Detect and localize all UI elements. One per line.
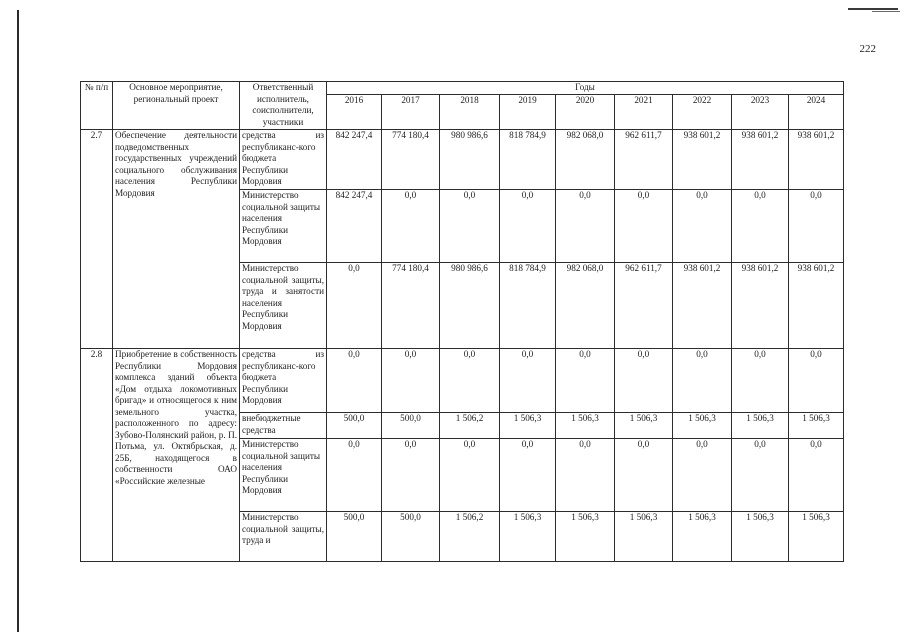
header-year: 2018 bbox=[440, 95, 500, 130]
year-value: 0,0 bbox=[556, 190, 615, 263]
year-value: 1 506,3 bbox=[500, 512, 556, 562]
year-value: 0,0 bbox=[732, 439, 789, 512]
year-value: 0,0 bbox=[327, 263, 382, 349]
responsible-party: Министерство социальной защиты, труда и bbox=[240, 512, 327, 562]
year-value: 0,0 bbox=[732, 190, 789, 263]
page-number: 222 bbox=[859, 43, 876, 55]
responsible-party: средства из республиканс-кого бюджета Республики Мордовия bbox=[240, 349, 327, 413]
responsible-party: внебюджетные средства bbox=[240, 413, 327, 439]
year-value: 980 986,6 bbox=[440, 263, 500, 349]
activity-description: Приобретение в собственность Республики Мордовия комплекса зданий объекта «Дом отдыха локомотивных бригад» и относящегося к ним земельного участка, расположенного по адресу: Зубово-Полянский район, р. П. Потьма, ул. Октябрьская, д. 25Б, находящегося в собственности ОАО «Российские железные bbox=[113, 349, 240, 562]
year-value: 0,0 bbox=[673, 439, 732, 512]
section-number: 2.7 bbox=[81, 130, 113, 349]
year-value: 0,0 bbox=[500, 190, 556, 263]
activity-description: Обеспечение деятельности подведомственных государственных учреждений социального обслуживания населения Республики Мордовия bbox=[113, 130, 240, 349]
header-year: 2023 bbox=[732, 95, 789, 130]
year-value: 1 506,3 bbox=[732, 512, 789, 562]
year-value: 982 068,0 bbox=[556, 130, 615, 190]
year-value: 0,0 bbox=[440, 190, 500, 263]
year-value: 980 986,6 bbox=[440, 130, 500, 190]
year-value: 774 180,4 bbox=[382, 130, 440, 190]
year-value: 500,0 bbox=[382, 413, 440, 439]
year-value: 818 784,9 bbox=[500, 263, 556, 349]
year-value: 938 601,2 bbox=[732, 263, 789, 349]
corner-mark bbox=[848, 8, 898, 10]
year-value: 0,0 bbox=[732, 349, 789, 413]
year-value: 1 506,3 bbox=[615, 413, 673, 439]
year-value: 0,0 bbox=[615, 349, 673, 413]
header-year: 2020 bbox=[556, 95, 615, 130]
year-value: 0,0 bbox=[789, 349, 844, 413]
table-row bbox=[81, 130, 844, 190]
header-year: 2016 bbox=[327, 95, 382, 130]
header-year: 2019 bbox=[500, 95, 556, 130]
year-value: 1 506,3 bbox=[556, 413, 615, 439]
year-value: 774 180,4 bbox=[382, 263, 440, 349]
header-year: 2017 bbox=[382, 95, 440, 130]
year-value: 938 601,2 bbox=[732, 130, 789, 190]
year-value: 500,0 bbox=[327, 512, 382, 562]
year-value: 1 506,3 bbox=[732, 413, 789, 439]
year-value: 1 506,3 bbox=[789, 512, 844, 562]
year-value: 0,0 bbox=[440, 349, 500, 413]
year-value: 842 247,4 bbox=[327, 130, 382, 190]
year-value: 962 611,7 bbox=[615, 130, 673, 190]
year-value: 0,0 bbox=[673, 349, 732, 413]
year-value: 0,0 bbox=[615, 190, 673, 263]
responsible-party: средства из республиканс-кого бюджета Республики Мордовия bbox=[240, 130, 327, 190]
year-value: 938 601,2 bbox=[789, 130, 844, 190]
year-value: 0,0 bbox=[615, 439, 673, 512]
year-value: 500,0 bbox=[327, 413, 382, 439]
year-value: 938 601,2 bbox=[673, 263, 732, 349]
year-value: 1 506,3 bbox=[673, 413, 732, 439]
year-value: 1 506,3 bbox=[615, 512, 673, 562]
responsible-party: Министерство социальной защиты, труда и занятости населения Республики Мордовия bbox=[240, 263, 327, 349]
responsible-party: Министерство социальной защиты населения Республики Мордовия bbox=[240, 190, 327, 263]
year-value: 0,0 bbox=[327, 439, 382, 512]
section-number: 2.8 bbox=[81, 349, 113, 562]
table-row bbox=[81, 349, 844, 413]
year-value: 842 247,4 bbox=[327, 190, 382, 263]
year-value: 500,0 bbox=[382, 512, 440, 562]
page-bottom-margin bbox=[0, 566, 905, 640]
year-value: 0,0 bbox=[500, 439, 556, 512]
year-value: 0,0 bbox=[500, 349, 556, 413]
year-value: 0,0 bbox=[789, 190, 844, 263]
year-value: 962 611,7 bbox=[615, 263, 673, 349]
header-year: 2024 bbox=[789, 95, 844, 130]
year-value: 818 784,9 bbox=[500, 130, 556, 190]
header-year: 2021 bbox=[615, 95, 673, 130]
year-value: 1 506,2 bbox=[440, 413, 500, 439]
year-value: 0,0 bbox=[327, 349, 382, 413]
year-value: 0,0 bbox=[789, 439, 844, 512]
year-value: 0,0 bbox=[382, 190, 440, 263]
year-value: 1 506,2 bbox=[440, 512, 500, 562]
year-value: 1 506,3 bbox=[789, 413, 844, 439]
year-value: 0,0 bbox=[556, 439, 615, 512]
year-value: 938 601,2 bbox=[673, 130, 732, 190]
year-value: 1 506,3 bbox=[556, 512, 615, 562]
corner-mark-secondary bbox=[872, 11, 900, 12]
binding-edge-line bbox=[17, 10, 19, 632]
year-value: 938 601,2 bbox=[789, 263, 844, 349]
header-year: 2022 bbox=[673, 95, 732, 130]
year-value: 0,0 bbox=[382, 349, 440, 413]
header-number: № п/п bbox=[81, 82, 113, 130]
header-years-group: Годы bbox=[327, 82, 844, 95]
year-value: 1 506,3 bbox=[673, 512, 732, 562]
year-value: 1 506,3 bbox=[500, 413, 556, 439]
year-value: 0,0 bbox=[382, 439, 440, 512]
year-value: 0,0 bbox=[440, 439, 500, 512]
responsible-party: Министерство социальной защиты населения Республики Мордовия bbox=[240, 439, 327, 512]
year-value: 0,0 bbox=[673, 190, 732, 263]
header-responsible: Ответственный исполнитель, соисполнители, участники bbox=[240, 82, 327, 130]
program-activities-table bbox=[80, 81, 844, 562]
year-value: 0,0 bbox=[556, 349, 615, 413]
year-value: 982 068,0 bbox=[556, 263, 615, 349]
header-activity: Основное мероприятие, региональный проект bbox=[113, 82, 240, 130]
